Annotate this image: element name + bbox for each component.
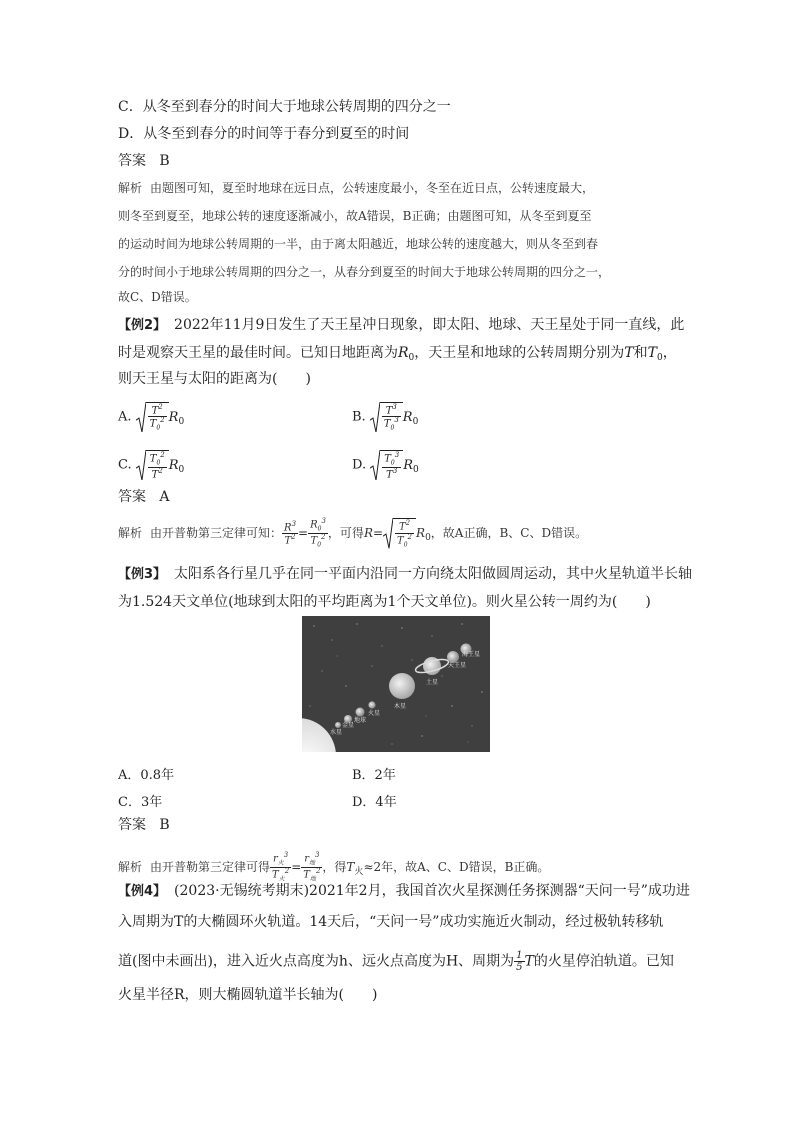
text-seg: ≈2年，故A、C、D错误，B正确。 (363, 859, 550, 874)
example-2-line-1 (118, 318, 684, 332)
answer-value: B (159, 817, 170, 833)
one-fifth-fraction: $\frac{1}{5}$ (516, 950, 523, 973)
analysis-label: 解析 (118, 525, 143, 540)
text-seg: ，得 (322, 859, 347, 874)
planet-earth (356, 708, 365, 717)
analysis-1-line-4: 分的时间小于地球公转周期的四分之一，从春分到夏至的时间大于地球公转周期的四分之一， (118, 265, 611, 279)
analysis-2: 解析 由开普勒第三定律可知： $\frac{R^3}{T^2}$ = $\frac{R_0^3}{T_0^2}$ ，可得R= $\frac{T^2}{T_0^2}$ $R_0$，故A正确，B、C、D错误。 (118, 517, 588, 549)
example-3-line-2: 为1.524天文单位(地球到太阳的平均距离为1个天文单位)。则火星公转一周约为( ) (118, 594, 651, 610)
example-4-line-1 (118, 884, 690, 898)
answer-label: 答案 (118, 489, 146, 505)
label-venus: 金星 (342, 722, 355, 729)
math-T0: $T_0$ (647, 345, 663, 363)
example-2-label: 【例2】 (118, 318, 167, 333)
option-letter: C. (118, 457, 132, 473)
option-a[interactable]: A. $\frac{T^2}{T_0^2}$ $R_0$ (118, 403, 185, 432)
sqrt-expression: $\frac{T^2}{T_0^2}$ (136, 402, 169, 432)
analysis-text: 由题图可知，夏至时地球在远日点，公转速度最小，冬至在近日点，公转速度最大， (150, 181, 595, 195)
example-2-line-3: 则天王星与太阳的距离为( ) (118, 371, 311, 387)
option-d[interactable]: D．4年 (352, 795, 397, 810)
sqrt-expression: $\frac{T_0^2}{T^2}$ (136, 450, 169, 480)
example-3-text: 太阳系各行星几乎在同一平面内沿同一方向绕太阳做圆周运动，其中火星轨道半长轴 (174, 566, 693, 582)
answer-label: 答案 (118, 153, 146, 169)
text-seg: 时是观察天王星的最佳时间。已知日地距离为 (118, 345, 398, 361)
analysis-1-line-2: 则冬至到夏至，地球公转的速度逐渐减小，故A错误，B正确；由题图可知，从冬至到夏至 (118, 209, 592, 223)
answer-value: A (159, 489, 170, 505)
planet-jupiter (389, 673, 415, 699)
analysis-3: 解析 由开普勒第三定律可得 $\frac{r_火^3}{T_火^2}$ = $\frac{r_地^3}{T_地^2}$ ，得$T_火\approx 2$年，故A、C、D错误，B正确。 (118, 851, 550, 883)
option-c[interactable]: C．3年 (118, 795, 163, 810)
option-c[interactable]: C. $\frac{T_0^2}{T^2}$ $R_0$ (118, 451, 185, 481)
sqrt-expression: $\frac{T_0^3}{T^3}$ (370, 450, 403, 480)
analysis-1-line-5: 故C、D错误。 (118, 290, 197, 304)
analysis-label: 解析 (118, 181, 143, 195)
example-4-line-3: 道(图中未画出)，进入近火点高度为h、远火点高度为H、周期为 $\frac{1}{5}$ T的火星停泊轨道。已知 (118, 950, 674, 973)
kepler-fraction: $\frac{R_0^3}{T_0^2}$ (310, 517, 326, 549)
sqrt-expression: $\frac{T^3}{T_0^3}$ (370, 402, 403, 432)
label-mercury: 水星 (330, 729, 343, 736)
label-neptune: 海王星 (462, 651, 481, 658)
example-4-line-4: 火星半径R，则大椭圆轨道半长轴为( ) (118, 987, 378, 1003)
sqrt-expression: $\frac{T^2}{T_0^2}$ (383, 518, 416, 548)
option-letter: A. (118, 409, 132, 425)
text-seg: 由开普勒第三定律可得 (150, 859, 271, 874)
option-d[interactable]: D. $\frac{T_0^3}{T^3}$ $R_0$ (352, 451, 419, 481)
example-2-line-2: 时是观察天王星的最佳时间。已知日地距离为$R_0$，天王星和地球的公转周期分别为T和$T_0$， (118, 345, 677, 363)
example-2-text: 2022年11月9日发生了天王星冲日现象，即太阳、地球、天王星处于同一直线，此 (174, 317, 685, 333)
kepler-fraction: $\frac{r_火^3}{T_火^2}$ (272, 851, 290, 883)
option-b[interactable]: B. $\frac{T^3}{T_0^3}$ $R_0$ (352, 403, 419, 432)
kepler-fraction: $\frac{r_地^3}{T_地^2}$ (303, 851, 321, 883)
option-a[interactable]: A．0.8年 (118, 768, 175, 783)
planet-mars (368, 701, 375, 708)
label-jupiter: 木星 (394, 703, 407, 710)
option-letter: B. (352, 409, 366, 425)
text-seg: ，可得 (327, 525, 364, 540)
answer-2 (118, 490, 169, 504)
label-saturn: 土星 (426, 679, 439, 686)
analysis-1-line-1 (118, 182, 594, 194)
example-4-text: (2023·无锡统考期末)2021年2月，我国首次火星探测任务探测器“天问一号”成功进 (174, 883, 690, 899)
kepler-fraction: $\frac{R^3}{T^2}$ (284, 519, 297, 547)
option-d-prev: D．从冬至到春分的时间等于春分到夏至的时间 (118, 126, 410, 142)
answer-1 (118, 154, 170, 168)
answer-label: 答案 (118, 817, 146, 833)
example-3-line-1 (118, 567, 692, 581)
answer-value: B (159, 153, 170, 169)
label-uranus: 天王星 (448, 662, 467, 669)
text-seg: 由开普勒第三定律可知： (150, 525, 283, 540)
example-4-label: 【例4】 (118, 884, 167, 899)
answer-3 (118, 818, 170, 832)
analysis-1-line-3: 的运动时间为地球公转周期的一半，由于离太阳越近，地球公转的速度越大，则从冬至到春 (118, 237, 599, 251)
label-mars: 火星 (368, 710, 381, 717)
option-letter: D. (352, 457, 367, 473)
math-T: T (624, 345, 634, 361)
text-seg: 道(图中未画出)，进入近火点高度为h、远火点高度为H、周期为 (118, 953, 515, 970)
text-seg: ，故A正确，B、C、D错误。 (430, 525, 588, 540)
option-b[interactable]: B．2年 (352, 768, 396, 783)
text-seg: 和 (633, 345, 648, 361)
option-c-prev: C．从冬至到春分的时间大于地球公转周期的四分之一 (118, 99, 451, 115)
label-earth: 地球 (354, 717, 367, 724)
text-seg: 的火星停泊轨道。已知 (533, 953, 674, 970)
example-3-label: 【例3】 (118, 567, 167, 582)
solar-system-image (302, 616, 490, 752)
analysis-label: 解析 (118, 859, 143, 874)
text-seg: ，天王星和地球的公转周期分别为 (414, 345, 625, 361)
example-4-line-2: 入周期为T的大椭圆环火轨道。14天后，“天问一号”成功实施近火制动，经过极轨转移轨 (118, 914, 664, 930)
math-R0: $R_0$ (398, 345, 415, 363)
planet-mercury (335, 722, 341, 728)
